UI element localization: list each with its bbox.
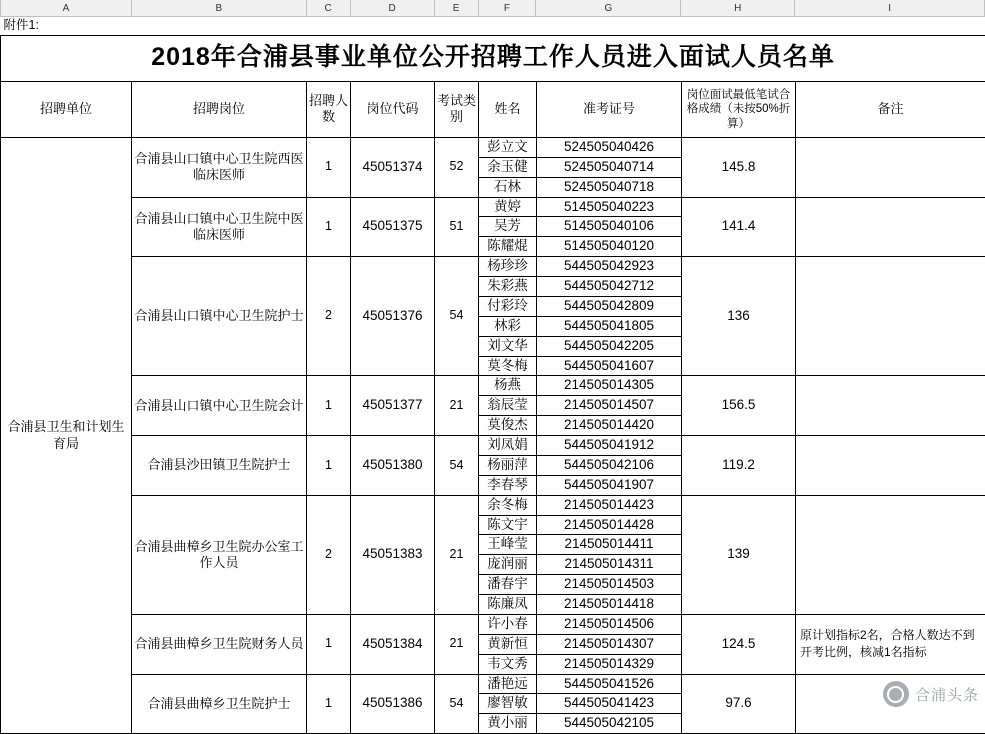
cell-ticket: 214505014311 — [537, 555, 682, 575]
cell-ticket: 544505041912 — [537, 436, 682, 456]
cell-ticket: 544505041423 — [537, 694, 682, 714]
cell-name: 杨丽萍 — [479, 455, 537, 475]
column-header-row — [0, 0, 985, 17]
cell-exam-type: 21 — [435, 495, 479, 614]
cell-name: 李春琴 — [479, 475, 537, 495]
cell-count: 1 — [307, 674, 351, 734]
header-exam-type: 考试类别 — [435, 81, 479, 137]
table-row — [1, 376, 985, 396]
cell-code: 45051376 — [351, 257, 435, 376]
cell-score: 139 — [682, 495, 796, 614]
cell-exam-type: 52 — [435, 137, 479, 197]
header-unit: 招聘单位 — [1, 81, 132, 137]
table-row — [1, 137, 985, 157]
cell-exam-type: 54 — [435, 436, 479, 496]
cell-ticket: 544505042923 — [537, 257, 682, 277]
cell-post: 合浦县曲樟乡卫生院护士 — [132, 674, 307, 734]
cell-ticket: 524505040718 — [537, 177, 682, 197]
cell-count: 2 — [307, 495, 351, 614]
watermark-text: 合浦头条 — [915, 684, 979, 705]
cell-name: 杨珍珍 — [479, 257, 537, 277]
cell-score: 97.6 — [682, 674, 796, 734]
cell-ticket: 214505014307 — [537, 634, 682, 654]
header-score: 岗位面试最低笔试合格成绩（未按50%折算） — [682, 81, 796, 137]
column-header-a[interactable]: A — [1, 0, 132, 16]
cell-name: 杨燕 — [479, 376, 537, 396]
table-row — [1, 674, 985, 694]
cell-remark — [796, 137, 985, 197]
header-name: 姓名 — [479, 81, 537, 137]
cell-ticket: 544505041805 — [537, 316, 682, 336]
cell-code: 45051377 — [351, 376, 435, 436]
cell-post: 合浦县曲樟乡卫生院财务人员 — [132, 614, 307, 674]
attachment-label: 附件1: — [1, 17, 985, 35]
cell-name: 韦文秀 — [479, 654, 537, 674]
attachment-row — [1, 17, 985, 35]
column-header-h[interactable]: H — [681, 0, 795, 16]
cell-ticket: 524505040714 — [537, 157, 682, 177]
cell-exam-type: 51 — [435, 197, 479, 257]
cell-ticket: 214505014411 — [537, 535, 682, 555]
cell-ticket: 524505040426 — [537, 137, 682, 157]
interview-list-table — [0, 17, 985, 734]
cell-score: 141.4 — [682, 197, 796, 257]
cell-count: 1 — [307, 137, 351, 197]
cell-score: 136 — [682, 257, 796, 376]
cell-code: 45051384 — [351, 614, 435, 674]
cell-remark — [796, 495, 985, 614]
cell-ticket: 214505014305 — [537, 376, 682, 396]
cell-code: 45051380 — [351, 436, 435, 496]
cell-count: 1 — [307, 614, 351, 674]
cell-name: 莫俊杰 — [479, 416, 537, 436]
cell-name: 陈耀焜 — [479, 237, 537, 257]
title-row — [1, 35, 985, 81]
cell-unit: 合浦县卫生和计划生育局 — [1, 137, 132, 733]
cell-ticket: 514505040120 — [537, 237, 682, 257]
cell-remark — [796, 376, 985, 436]
cell-remark: 原计划指标2名，合格人数达不到开考比例，核减1名指标 — [796, 614, 985, 674]
cell-post: 合浦县山口镇中心卫生院护士 — [132, 257, 307, 376]
cell-name: 许小春 — [479, 614, 537, 634]
cell-ticket: 544505041607 — [537, 356, 682, 376]
cell-name: 刘文华 — [479, 336, 537, 356]
cell-ticket: 214505014329 — [537, 654, 682, 674]
cell-exam-type: 21 — [435, 376, 479, 436]
cell-score: 156.5 — [682, 376, 796, 436]
cell-ticket: 514505040223 — [537, 197, 682, 217]
cell-code: 45051383 — [351, 495, 435, 614]
column-header-e[interactable]: E — [435, 0, 479, 16]
cell-count: 1 — [307, 376, 351, 436]
column-header-g[interactable]: G — [536, 0, 681, 16]
cell-exam-type: 54 — [435, 257, 479, 376]
cell-name: 余玉健 — [479, 157, 537, 177]
table-row — [1, 436, 985, 456]
cell-name: 吴芳 — [479, 217, 537, 237]
cell-name: 翁辰莹 — [479, 396, 537, 416]
cell-name: 陈文宇 — [479, 515, 537, 535]
header-post: 招聘岗位 — [132, 81, 307, 137]
cell-ticket: 214505014418 — [537, 595, 682, 615]
cell-name: 朱彩燕 — [479, 277, 537, 297]
cell-ticket: 214505014428 — [537, 515, 682, 535]
cell-score: 124.5 — [682, 614, 796, 674]
cell-name: 黄婷 — [479, 197, 537, 217]
cell-score: 119.2 — [682, 436, 796, 496]
cell-name: 林彩 — [479, 316, 537, 336]
column-header-f[interactable]: F — [479, 0, 537, 16]
header-count: 招聘人数 — [307, 81, 351, 137]
cell-ticket: 214505014420 — [537, 416, 682, 436]
cell-ticket: 214505014507 — [537, 396, 682, 416]
header-code: 岗位代码 — [351, 81, 435, 137]
cell-ticket: 544505042712 — [537, 277, 682, 297]
cell-ticket: 544505042205 — [537, 336, 682, 356]
cell-name: 王峰莹 — [479, 535, 537, 555]
cell-score: 145.8 — [682, 137, 796, 197]
header-remark: 备注 — [796, 81, 985, 137]
cell-remark — [796, 436, 985, 496]
cell-name: 莫冬梅 — [479, 356, 537, 376]
table-row — [1, 614, 985, 634]
column-header-b[interactable]: B — [132, 0, 307, 16]
cell-code: 45051374 — [351, 137, 435, 197]
column-header-d[interactable]: D — [351, 0, 435, 16]
cell-ticket: 544505041907 — [537, 475, 682, 495]
cell-count: 1 — [307, 197, 351, 257]
cell-name: 黄新恒 — [479, 634, 537, 654]
cell-name: 刘凤娟 — [479, 436, 537, 456]
table-row — [1, 257, 985, 277]
cell-ticket: 214505014503 — [537, 575, 682, 595]
cell-name: 石林 — [479, 177, 537, 197]
column-header-c[interactable]: C — [307, 0, 351, 16]
cell-post: 合浦县山口镇中心卫生院中医临床医师 — [132, 197, 307, 257]
cell-name: 潘艳远 — [479, 674, 537, 694]
cell-post: 合浦县山口镇中心卫生院会计 — [132, 376, 307, 436]
cell-name: 潘春宇 — [479, 575, 537, 595]
cell-name: 黄小丽 — [479, 714, 537, 734]
cell-ticket: 214505014506 — [537, 614, 682, 634]
cell-post: 合浦县山口镇中心卫生院西医临床医师 — [132, 137, 307, 197]
cell-code: 45051386 — [351, 674, 435, 734]
cell-code: 45051375 — [351, 197, 435, 257]
table-header-row — [1, 81, 985, 137]
cell-remark — [796, 257, 985, 376]
cell-remark — [796, 197, 985, 257]
page-title: 2018年合浦县事业单位公开招聘工作人员进入面试人员名单 — [1, 35, 985, 81]
cell-count: 1 — [307, 436, 351, 496]
table-row — [1, 495, 985, 515]
cell-remark — [796, 674, 985, 734]
cell-name: 廖智敏 — [479, 694, 537, 714]
cell-post: 合浦县沙田镇卫生院护士 — [132, 436, 307, 496]
column-header-i[interactable]: I — [795, 0, 985, 16]
cell-ticket: 544505042809 — [537, 296, 682, 316]
table-row — [1, 197, 985, 217]
cell-name: 余冬梅 — [479, 495, 537, 515]
cell-name: 付彩玲 — [479, 296, 537, 316]
cell-name: 庞润丽 — [479, 555, 537, 575]
cell-exam-type: 54 — [435, 674, 479, 734]
cell-name: 陈廉凤 — [479, 595, 537, 615]
cell-ticket: 544505041526 — [537, 674, 682, 694]
cell-name: 彭立文 — [479, 137, 537, 157]
cell-ticket: 514505040106 — [537, 217, 682, 237]
header-ticket: 准考证号 — [537, 81, 682, 137]
cell-ticket: 214505014423 — [537, 495, 682, 515]
cell-exam-type: 21 — [435, 614, 479, 674]
cell-post: 合浦县曲樟乡卫生院办公室工作人员 — [132, 495, 307, 614]
cell-ticket: 544505042105 — [537, 714, 682, 734]
cell-count: 2 — [307, 257, 351, 376]
cell-ticket: 544505042106 — [537, 455, 682, 475]
